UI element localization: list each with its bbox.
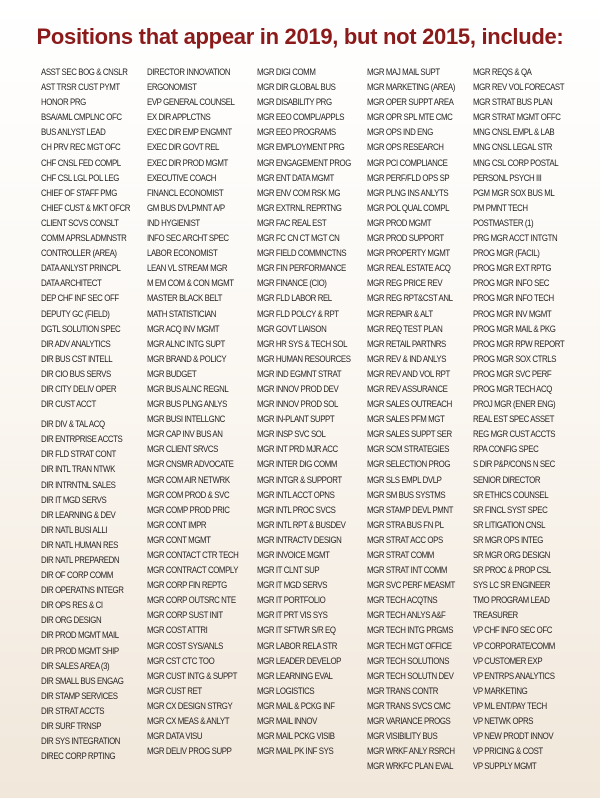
position-item: MGR REG PRICE REV bbox=[367, 278, 443, 290]
position-item: MGR VISIBILITY BUS bbox=[367, 731, 438, 743]
position-item: MGR MAIL INNOV bbox=[257, 716, 317, 728]
position-item: SR LITIGATION CNSL bbox=[473, 519, 546, 531]
position-item: MGR STRA BUS FN PL bbox=[367, 519, 444, 531]
position-item: MGR REQS & QA bbox=[473, 67, 532, 78]
position-item: MGR ENV COM RSK MG bbox=[257, 187, 341, 199]
position-item: COMM APRSL ADMNSTR bbox=[41, 233, 127, 245]
position-item: MGR IT CLNT SUP bbox=[257, 565, 320, 577]
position-item: DIR ENTRPRISE ACCTS bbox=[41, 434, 123, 446]
positions-column-1 bbox=[41, 65, 150, 764]
position-item: POSTMASTER (1) bbox=[473, 217, 534, 229]
position-item: MGR OPS IND ENG bbox=[367, 127, 433, 139]
position-item: MGR TECH MGT OFFICE bbox=[367, 640, 452, 652]
position-item: MGR FLD POLCY & RPT bbox=[257, 308, 339, 320]
position-item: MGR DELIV PROG SUPP bbox=[147, 746, 232, 758]
position-item: HONOR PRG bbox=[41, 97, 86, 109]
position-item: VP PRICING & COST bbox=[473, 746, 543, 758]
position-item: DIR ADV ANALYTICS bbox=[41, 338, 111, 350]
position-item: MGR CONT MGMT bbox=[147, 534, 211, 546]
position-item: MGR COST ATTRI bbox=[147, 625, 208, 637]
position-item: DIR BUS CST INTELL bbox=[41, 353, 113, 365]
position-item: MNG CNSL LEGAL STR bbox=[473, 142, 553, 154]
position-item: SR MGR OPS INTEG bbox=[473, 534, 543, 546]
position-item: MGR SCM STRATEGIES bbox=[367, 444, 450, 456]
position-item: MGR STAMP DEVL PMNT bbox=[367, 504, 454, 516]
position-item: MGR INNOV PROD SOL bbox=[257, 399, 338, 411]
position-item: MGR FIELD COMMNCTNS bbox=[257, 248, 347, 260]
position-item: BSA/AML CMPLNC OFC bbox=[41, 112, 122, 124]
position-item: EXEC DIR PROD MGMT bbox=[147, 157, 228, 169]
position-item: DIRECTOR INNOVATION bbox=[147, 67, 231, 78]
position-item: MGR IT PRT VIS SYS bbox=[257, 610, 328, 622]
position-item: MGR FLD LABOR REL bbox=[257, 293, 332, 305]
positions-column-5 bbox=[473, 65, 584, 774]
position-item: DIR NATL BUSI ALLI bbox=[41, 524, 108, 536]
position-item: MGR VARIANCE PROGS bbox=[367, 716, 451, 728]
position-item: MGR CORP FIN REPTG bbox=[147, 580, 227, 592]
position-item: MGR REV ASSURANCE bbox=[367, 383, 448, 395]
position-item: MGR BUS ALNC REGNL bbox=[147, 383, 229, 395]
position-item: SR PROC & PROP CSL bbox=[473, 565, 551, 577]
position-item: CH PRV REC MGT OFC bbox=[41, 142, 121, 154]
position-item: VP NEW PRODT INNOV bbox=[473, 731, 554, 743]
position-item: ASST SEC BOG & CNSLR bbox=[41, 67, 128, 78]
position-item: MGR TECH SOLUTIONS bbox=[367, 655, 450, 667]
position-item: PRG MGR ACCT INTGTN bbox=[473, 233, 558, 245]
position-item: DIREC CORP RPTING bbox=[41, 751, 116, 763]
position-item: EXECUTIVE COACH bbox=[147, 172, 217, 184]
position-item: VP CORPORATE/COMM bbox=[473, 640, 555, 652]
position-item: DIR PROD MGMT SHIP bbox=[41, 645, 119, 657]
position-item: MGR PERF/FLD OPS SP bbox=[367, 172, 450, 184]
position-item: MGR SM BUS SYSTMS bbox=[367, 489, 446, 501]
position-item: LABOR ECONOMIST bbox=[147, 248, 218, 260]
position-item: SR FINCL SYST SPEC bbox=[473, 504, 548, 516]
position-item: MGR BUDGET bbox=[147, 368, 197, 380]
position-item: DIR NATL PREPAREDN bbox=[41, 555, 120, 566]
position-item: MGR CX MEAS & ANLYT bbox=[147, 716, 230, 728]
position-item: DIR DIV & TAL ACQ bbox=[41, 419, 105, 431]
position-item: DEPUTY GC (FIELD) bbox=[41, 308, 110, 320]
position-item: MGR INVOICE MGMT bbox=[257, 550, 330, 561]
position-item: REAL EST SPEC ASSET bbox=[473, 414, 554, 426]
position-item: M EM COM & CON MGMT bbox=[147, 278, 234, 290]
position-item: PROG MGR INFO SEC bbox=[473, 278, 550, 290]
positions-column-4 bbox=[367, 65, 474, 774]
position-item: MGR TECH ANLYS A&F bbox=[367, 610, 446, 622]
position-item: MGR MAIL PCKG VISIB bbox=[257, 731, 335, 743]
position-item: MGR MAJ MAIL SUPT bbox=[367, 67, 440, 78]
position-item: PM PMNT TECH bbox=[473, 202, 528, 214]
position-item: DATA ANLYST PRINCPL bbox=[41, 263, 121, 275]
position-item: DIR INTRNTNL SALES bbox=[41, 479, 116, 491]
position-item: CLIENT SCVS CONSLT bbox=[41, 217, 119, 229]
position-item: MGR PCI COMPLIANCE bbox=[367, 157, 448, 169]
position-item: MGR REV VOL FORECAST bbox=[473, 82, 565, 94]
position-item: REG MGR CUST ACCTS bbox=[473, 429, 556, 441]
position-item: PROJ MGR (ENER ENG) bbox=[473, 399, 556, 411]
position-item: MGR WRKF ANLY RSRCH bbox=[367, 746, 455, 758]
position-item: MGR PROPERTY MGMT bbox=[367, 248, 450, 260]
position-item: MGR SELECTION PROG bbox=[367, 459, 451, 471]
position-item: MGR BUS PLNG ANLYS bbox=[147, 399, 227, 411]
position-item: MGR DATA VISU bbox=[147, 731, 203, 743]
position-item: EXEC DIR GOVT REL bbox=[147, 142, 220, 154]
position-item: SYS LC SR ENGINEER bbox=[473, 580, 551, 592]
position-item: MGR MARKETING (AREA) bbox=[367, 82, 455, 94]
position-item: VP ML ENT/PAY TECH bbox=[473, 700, 547, 712]
position-item: MGR EEO COMPL/APPLS bbox=[257, 112, 345, 124]
position-item: CHIEF CUST & MKT OFCR bbox=[41, 202, 131, 214]
position-item: MATH STATISTICIAN bbox=[147, 308, 217, 320]
position-item: EX DIR APPLCTNS bbox=[147, 112, 211, 124]
position-item: PROG MGR SOX CTRLS bbox=[473, 353, 557, 365]
position-item: VP SUPPLY MGMT bbox=[473, 761, 537, 773]
position-item: PERSONL PSYCH III bbox=[473, 172, 542, 184]
position-item: MGR REV & IND ANLYS bbox=[367, 353, 447, 365]
position-item: MGR BUSI INTELLGNC bbox=[147, 414, 225, 426]
position-item: TREASURER bbox=[473, 610, 518, 622]
position-item: MGR IT SFTWR S/R EQ bbox=[257, 625, 336, 637]
position-item: MGR LOGISTICS bbox=[257, 685, 315, 697]
position-item: MGR SVC PERF MEASMT bbox=[367, 580, 455, 592]
position-item: MGR DIR GLOBAL BUS bbox=[257, 82, 336, 94]
position-item: MGR COMP PROD PRIC bbox=[147, 504, 230, 516]
position-item: DIR STAMP SERVICES bbox=[41, 690, 118, 702]
position-item: MGR INTER DIG COMM bbox=[257, 459, 338, 471]
position-item: MGR ACQ INV MGMT bbox=[147, 323, 220, 335]
position-item: MGR FAC REAL EST bbox=[257, 217, 327, 229]
position-item: CHF CNSL FED COMPL bbox=[41, 157, 121, 169]
position-item: INFO SEC ARCHT SPEC bbox=[147, 233, 229, 245]
position-item: MGR ENT DATA MGMT bbox=[257, 172, 334, 184]
position-item: DIR STRAT ACCTS bbox=[41, 705, 105, 717]
position-item: MGR COM AIR NETWRK bbox=[147, 474, 230, 486]
position-item: RPA CONFIG SPEC bbox=[473, 444, 539, 456]
position-item: MGR REQ TEST PLAN bbox=[367, 323, 443, 335]
position-item: DIR SALES AREA (3) bbox=[41, 660, 110, 672]
position-item: MGR OPER SUPPT AREA bbox=[367, 97, 454, 109]
position-item: MGR INTGR & SUPPORT bbox=[257, 474, 342, 486]
position-item: MGR IT PORTFOLIO bbox=[257, 595, 326, 607]
position-item: DIR PROD MGMT MAIL bbox=[41, 630, 119, 642]
position-item: MGR STRAT BUS PLAN bbox=[473, 97, 553, 109]
position-item: MGR CST CTC TOO bbox=[147, 655, 215, 667]
position-item: CHF CSL LGL POL LEG bbox=[41, 172, 119, 184]
position-item: GM BUS DVLPMNT A/P bbox=[147, 202, 225, 214]
position-item: DATA ARCHITECT bbox=[41, 278, 102, 290]
position-item: MGR CONT IMPR bbox=[147, 519, 207, 531]
position-item: MGR SALES OUTREACH bbox=[367, 399, 452, 411]
position-item: DGTL SOLUTION SPEC bbox=[41, 323, 121, 335]
position-item: PROG MGR MAIL & PKG bbox=[473, 323, 556, 335]
position-item: MGR EEO PROGRAMS bbox=[257, 127, 336, 139]
position-item: MGR BRAND & POLICY bbox=[147, 353, 227, 365]
position-item: DIR FLD STRAT CONT bbox=[41, 449, 116, 461]
position-item: MGR REV AND VOL RPT bbox=[367, 368, 450, 380]
position-item: MGR IN-PLANT SUPPT bbox=[257, 414, 335, 426]
position-item: AST TRSR CUST PYMT bbox=[41, 82, 120, 94]
positions-column-3 bbox=[257, 65, 372, 759]
page-title: Positions that appear in 2019, but not 2015, include: bbox=[36, 24, 564, 49]
position-item: MGR EXTRNL REPRTNG bbox=[257, 202, 342, 214]
position-item: PROG MGR (FACIL) bbox=[473, 248, 540, 260]
position-item: DIR SMALL BUS ENGAG bbox=[41, 675, 124, 687]
position-item: PROG MGR TECH ACQ bbox=[473, 383, 553, 395]
position-item: MGR TRANS CONTR bbox=[367, 685, 439, 697]
position-item: PROG MGR INV MGMT bbox=[473, 308, 552, 320]
position-item: DIR CITY DELIV OPER bbox=[41, 383, 117, 395]
position-item: MGR REG RPT&CST ANL bbox=[367, 293, 453, 305]
position-item: MGR INTL ACCT OPNS bbox=[257, 489, 335, 501]
position-item: DIR ORG DESIGN bbox=[41, 615, 102, 627]
position-item: DIR OPS RES & CI bbox=[41, 600, 103, 612]
position-item: MGR PLNG INS ANLYTS bbox=[367, 187, 449, 199]
position-item: BUS ANLYST LEAD bbox=[41, 127, 106, 139]
position-item: MGR LEADER DEVELOP bbox=[257, 655, 341, 667]
position-item: EVP GENERAL COUNSEL bbox=[147, 97, 235, 109]
position-item: PROG MGR INFO TECH bbox=[473, 293, 554, 305]
position-item: MGR INSP SVC SOL bbox=[257, 429, 326, 441]
position-item: DIR NATL HUMAN RES bbox=[41, 539, 118, 551]
position-item: MGR DIGI COMM bbox=[257, 67, 316, 78]
position-item: CHIEF OF STAFF PMG bbox=[41, 187, 117, 199]
position-item: MGR CONTRACT COMPLY bbox=[147, 565, 239, 577]
position-item: DEP CHF INF SEC OFF bbox=[41, 293, 119, 305]
position-item: MGR FINANCE (CIO) bbox=[257, 278, 327, 290]
position-item: DIR OF CORP COMM bbox=[41, 570, 113, 582]
position-item: MGR REAL ESTATE ACQ bbox=[367, 263, 451, 275]
position-item: MGR POL QUAL COMPL bbox=[367, 202, 450, 214]
position-item: MGR DISABILITY PRG bbox=[257, 97, 332, 109]
position-item: MGR CUST INTG & SUPPT bbox=[147, 670, 238, 682]
position-item: VP NETWK OPRS bbox=[473, 716, 534, 728]
position-item: MGR STRAT MGMT OFFC bbox=[473, 112, 561, 124]
position-item: MGR OPS RESEARCH bbox=[367, 142, 444, 154]
position-item: EXEC DIR EMP ENGMNT bbox=[147, 127, 232, 139]
position-item: CONTROLLER (AREA) bbox=[41, 248, 117, 260]
position-item: PROG MGR EXT RPTG bbox=[473, 263, 552, 275]
position-item: IND HYGIENIST bbox=[147, 217, 200, 229]
position-item: DIR INTL TRAN NTWK bbox=[41, 464, 115, 476]
position-item: VP CUSTOMER EXP bbox=[473, 655, 543, 667]
position-item: DIR LEARNING & DEV bbox=[41, 509, 116, 521]
position-item: MGR STRAT INT COMM bbox=[367, 565, 448, 577]
position-item: MGR STRAT ACC OPS bbox=[367, 534, 443, 546]
position-item: MGR TECH ACQTNS bbox=[367, 595, 438, 607]
position-item: MGR INTL PROC SVCS bbox=[257, 504, 336, 516]
position-item: VP CHF INFO SEC OFC bbox=[473, 625, 553, 637]
position-item: MGR CUST RET bbox=[147, 685, 202, 697]
position-item: VP ENTRPS ANALYTICS bbox=[473, 670, 555, 682]
position-item: SR ETHICS COUNSEL bbox=[473, 489, 549, 501]
position-item: MGR PROD MGMT bbox=[367, 217, 432, 229]
position-item: MGR FIN PERFORMANCE bbox=[257, 263, 346, 275]
position-item: MGR PROD SUPPORT bbox=[367, 233, 444, 245]
position-item: MGR EMPLOYMENT PRG bbox=[257, 142, 345, 154]
position-item: PGM MGR SOX BUS ML bbox=[473, 187, 555, 199]
position-item: MGR STRAT COMM bbox=[367, 550, 434, 561]
position-item: MGR CONTACT CTR TECH bbox=[147, 550, 239, 561]
position-item: ERGONOMIST bbox=[147, 82, 197, 94]
position-item: DIR OPERATNS INTEGR bbox=[41, 585, 124, 597]
position-item: MGR WRKFC PLAN EVAL bbox=[367, 761, 454, 773]
position-item: PROG MGR SVC PERF bbox=[473, 368, 552, 380]
position-item: LEAN VL STREAM MGR bbox=[147, 263, 228, 275]
position-item: MGR GOVT LIAISON bbox=[257, 323, 327, 335]
position-item: FINANCL ECONOMIST bbox=[147, 187, 224, 199]
position-item: MGR CORP SUST INIT bbox=[147, 610, 223, 622]
position-item: S DIR P&P/CONS N SEC bbox=[473, 459, 555, 471]
position-item: DIR IT MGD SERVS bbox=[41, 494, 107, 506]
position-item: MNG CNSL EMPL & LAB bbox=[473, 127, 555, 139]
position-item: MGR CLIENT SRVCS bbox=[147, 444, 218, 456]
position-item: MGR INTL RPT & BUSDEV bbox=[257, 519, 346, 531]
position-item: MGR TECH INTG PRGMS bbox=[367, 625, 454, 637]
position-item: VP MARKETING bbox=[473, 685, 528, 697]
position-item: MGR SLS EMPL DVLP bbox=[367, 474, 442, 486]
position-item: MGR LABOR RELA STR bbox=[257, 640, 338, 652]
position-item: MGR INTRACTV DESIGN bbox=[257, 534, 342, 546]
position-item: MGR MAIL & PCKG INF bbox=[257, 700, 335, 712]
position-item: MGR HR SYS & TECH SOL bbox=[257, 338, 348, 350]
position-item: MGR REPAIR & ALT bbox=[367, 308, 433, 320]
position-item: MGR INT PRD MJR ACC bbox=[257, 444, 338, 456]
position-item: MGR TRANS SVCS CMC bbox=[367, 700, 451, 712]
position-item: SENIOR DIRECTOR bbox=[473, 474, 541, 486]
position-item: DIR CUST ACCT bbox=[41, 399, 96, 411]
position-item: MGR OPR SPL MTE CMC bbox=[367, 112, 453, 124]
position-item: MGR CX DESIGN STRGY bbox=[147, 700, 233, 712]
position-item: MGR ALNC INTG SUPT bbox=[147, 338, 225, 350]
position-item: MGR CORP OUTSRC NTE bbox=[147, 595, 236, 607]
positions-column-2 bbox=[147, 65, 259, 759]
position-item: DIR CIO BUS SERVS bbox=[41, 368, 111, 380]
position-item: MGR MAIL PK INF SYS bbox=[257, 746, 334, 758]
position-item: MGR TECH SOLUTN DEV bbox=[367, 670, 454, 682]
position-item: MNG CSL CORP POSTAL bbox=[473, 157, 559, 169]
position-item: MGR IND EGMNT STRAT bbox=[257, 368, 342, 380]
position-item: MGR ENGAGEMENT PROG bbox=[257, 157, 351, 169]
position-item: PROG MGR RPW REPORT bbox=[473, 338, 565, 350]
position-item: SR MGR ORG DESIGN bbox=[473, 550, 550, 561]
position-item: DIR SURF TRNSP bbox=[41, 721, 102, 733]
position-item: MGR SALES SUPPT SER bbox=[367, 429, 452, 441]
position-item: TMO PROGRAM LEAD bbox=[473, 595, 550, 607]
position-item: MGR LEARNING EVAL bbox=[257, 670, 333, 682]
position-item: MGR RETAIL PARTNRS bbox=[367, 338, 446, 350]
position-item: MASTER BLACK BELT bbox=[147, 293, 223, 305]
position-item: MGR HUMAN RESOURCES bbox=[257, 353, 351, 365]
position-item: MGR FC CN CT MGT CN bbox=[257, 233, 340, 245]
position-item: MGR INNOV PROD DEV bbox=[257, 383, 339, 395]
position-item: MGR COST SYS/ANLS bbox=[147, 640, 223, 652]
position-item: MGR CAP INV BUS AN bbox=[147, 429, 223, 441]
position-item: MGR SALES PFM MGT bbox=[367, 414, 445, 426]
position-item: DIR SYS INTEGRATION bbox=[41, 736, 121, 748]
position-item: MGR COM PROD & SVC bbox=[147, 489, 230, 501]
position-item: MGR IT MGD SERVS bbox=[257, 580, 328, 592]
position-item: MGR CNSMR ADVOCATE bbox=[147, 459, 234, 471]
